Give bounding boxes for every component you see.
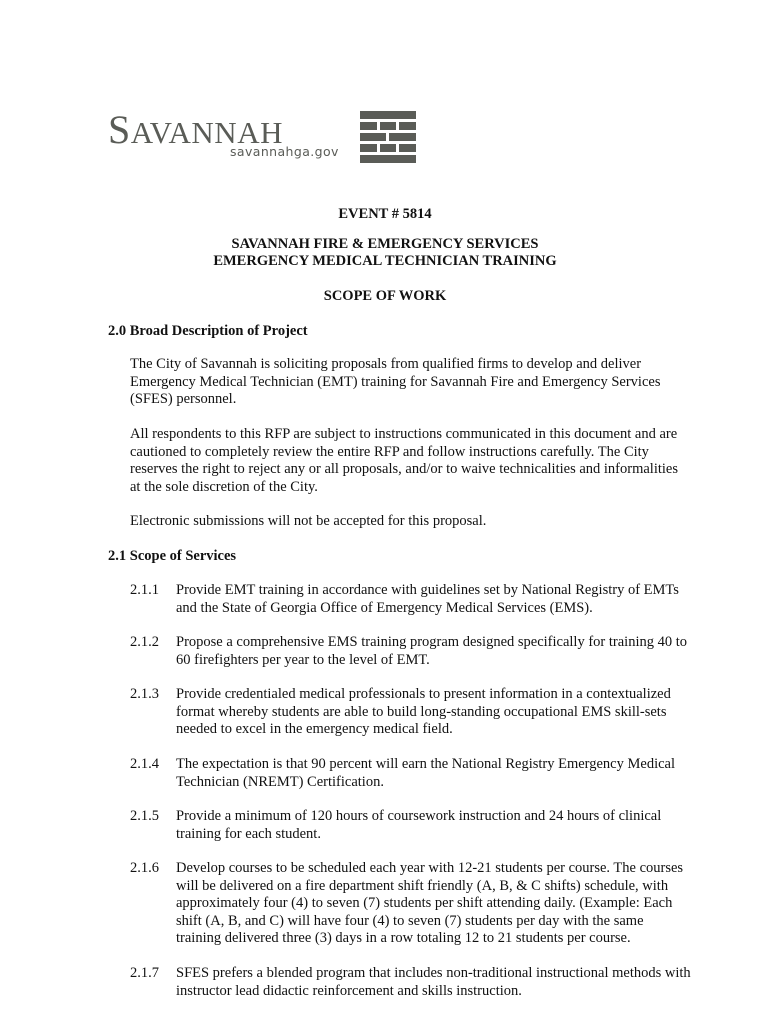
item-text: Provide credentialed medical professionals to present information in a contextualized format whereby students are able to build long-standing occupational EMS skill-sets needed to excel in the emergency medical field. [176,686,671,737]
paragraph-3: Electronic submissions will not be accepted for this proposal. [130,513,487,529]
item-text: Provide a minimum of 120 hours of coursework instruction and 24 hours of clinical training for each student. [176,808,662,842]
section-2-1-heading: 2.1 Scope of Services [108,548,237,564]
item-number: 2.1.2 [130,634,159,650]
title-line-1: SAVANNAH FIRE & EMERGENCY SERVICES [231,236,539,252]
brick-wall-icon [360,111,416,163]
savannah-logo [108,108,428,168]
logo-wordmark: SAVANNAH [108,107,283,152]
item-text: Propose a comprehensive EMS training program designed specifically for training 40 to 60 firefighters per year to the level of EMT. [176,634,687,668]
event-number: EVENT # 5814 [338,206,432,222]
section-2-0-heading: 2.0 Broad Description of Project [108,323,308,339]
logo-url: savannahga.gov [230,144,339,159]
item-number: 2.1.4 [130,756,159,772]
item-number: 2.1.6 [130,860,159,876]
paragraph-2: All respondents to this RFP are subject to instructions communicated in this document and are cautioned to completely review the entire RFP and follow instructions carefully. The City reserves the right to reject any or all proposals, and/or to waive technicalities and informalities at the sole discretion of the City. [130,426,678,495]
item-number: 2.1.7 [130,965,159,981]
scope-of-work-heading: SCOPE OF WORK [323,288,447,304]
item-number: 2.1.1 [130,582,159,598]
item-text: Provide EMT training in accordance with guidelines set by National Registry of EMTs and the State of Georgia Office of Emergency Medical Services (EMS). [176,582,679,616]
item-number: 2.1.5 [130,808,159,824]
paragraph-1: The City of Savannah is soliciting proposals from qualified firms to develop and deliver Emergency Medical Technician (EMT) training for Savannah Fire and Emergency Services (SFES) personnel. [130,356,661,407]
item-text: The expectation is that 90 percent will earn the National Registry Emergency Medical Technician (NREMT) Certification. [176,756,676,790]
title-line-2: EMERGENCY MEDICAL TECHNICIAN TRAINING [213,253,557,269]
item-text: Develop courses to be scheduled each year with 12-21 students per course. The courses will be delivered on a fire department shift friendly (A, B, & C shifts) schedule, with approximately four (4) to seven (7) students per shift attending daily. (Example: Each shift (A, B, and C) will have four (4) to seven (7) students per day with the same training delivered three (3) days in a row totaling 12 to 21 students per course. [176,860,684,946]
item-text: SFES prefers a blended program that includes non-traditional instructional methods with instructor lead didactic reinforcement and skills instruction. [176,965,691,999]
item-number: 2.1.3 [130,686,159,702]
